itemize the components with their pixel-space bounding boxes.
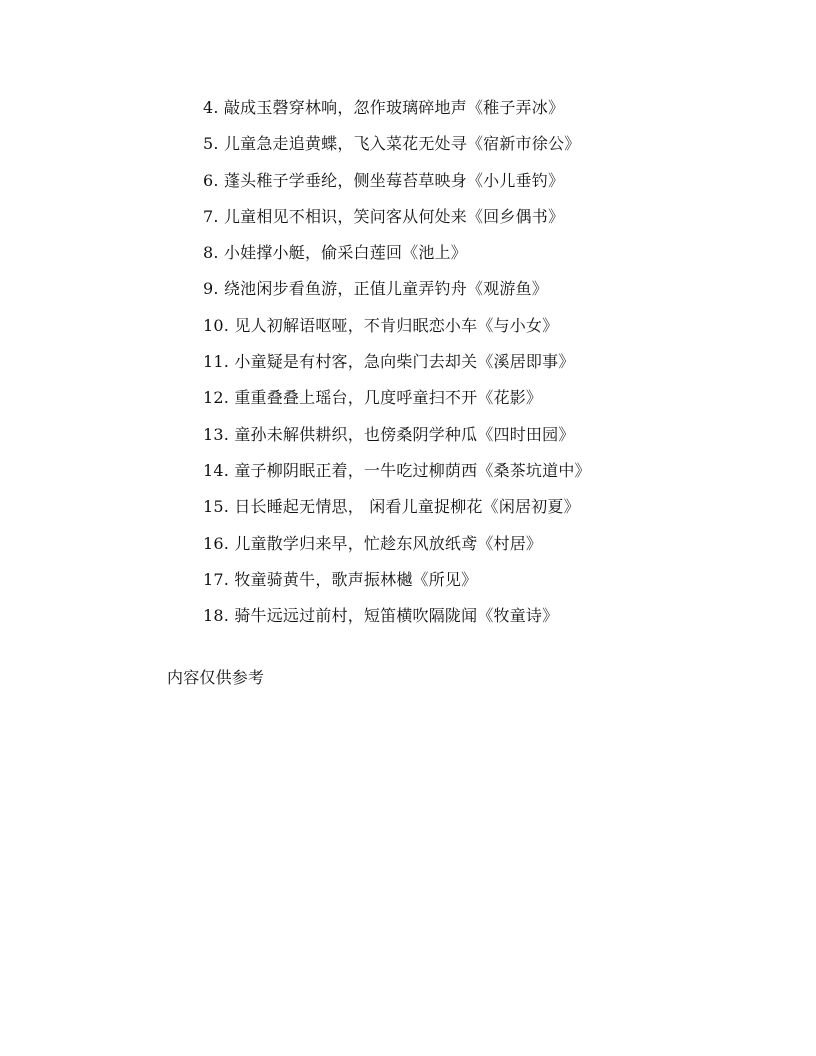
poem-line-13: 13. 童孙未解供耕织，也傍桑阴学种瓜《四时田园》 [203,424,575,444]
poem-line-8: 8. 小娃撑小艇，偷采白莲回《池上》 [203,243,467,263]
poem-line-16: 16. 儿童散学归来早，忙趁东风放纸鸢《村居》 [203,533,543,553]
poem-line-18: 18. 骑牛远远过前村，短笛横吹隔陇闻《牧童诗》 [203,606,559,626]
poem-line-7: 7. 儿童相见不相识，笑问客从何处来《回乡偶书》 [203,206,565,226]
poem-line-10: 10. 见人初解语呕哑，不肯归眠恋小车《与小女》 [203,315,559,335]
poem-line-4: 4. 敲成玉磬穿林响，忽作玻璃碎地声《稚子弄冰》 [203,98,565,117]
poem-line-5: 5. 儿童急走追黄蝶，飞入菜花无处寻《宿新市徐公》 [203,134,581,154]
poem-list [203,96,803,640]
poem-line-17: 17. 牧童骑黄牛，歌声振林樾《所见》 [203,569,478,589]
poem-line-14: 14. 童子柳阴眠正着，一牛吃过柳荫西《桑茶坑道中》 [203,460,591,480]
poem-line-12: 12. 重重叠叠上瑶台，几度呼童扫不开《花影》 [203,388,543,408]
poem-line-9: 9. 绕池闲步看鱼游，正值儿童弄钓舟《观游鱼》 [203,279,548,299]
poem-line-11: 11. 小童疑是有村客，急向柴门去却关《溪居即事》 [203,352,575,372]
poem-line-15: 15. 日长睡起无情思， 闲看儿童捉柳花《闲居初夏》 [203,497,580,517]
footer-note: 内容仅供参考 [167,668,265,687]
poem-line-6: 6. 蓬头稚子学垂纶，侧坐莓苔草映身《小儿垂钓》 [203,170,565,190]
